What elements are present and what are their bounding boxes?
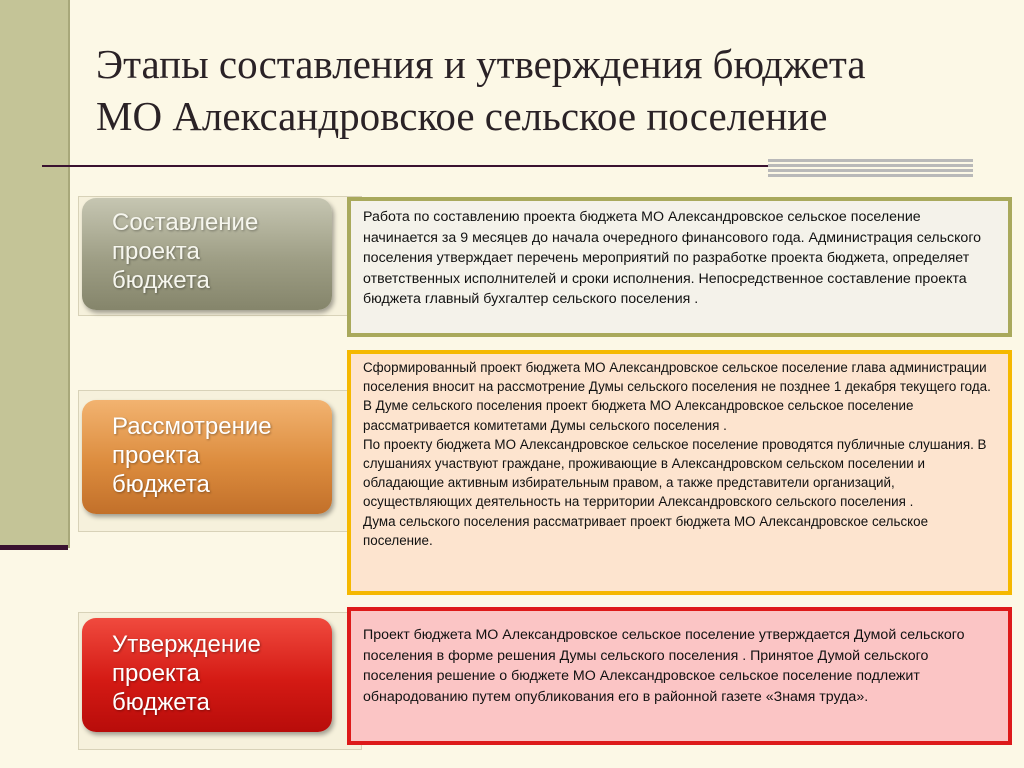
- stage-3-label-line-3: бюджета: [112, 689, 210, 716]
- stage-2-paragraph-4: Дума сельского поселения рассматривает проект бюджета МО Александровское сельское поселение.: [363, 513, 929, 548]
- stage-2-paragraph-2: В Думе сельского поселения проект бюджета МО Александровское сельское поселение рассматривается комитетами Думы сельского поселения .: [363, 398, 914, 433]
- stage-1-label-line-3: бюджета: [112, 267, 210, 294]
- stage-3-label-line-1: Утверждение: [112, 631, 261, 658]
- stage-1-label-line-2: проекта: [112, 238, 200, 265]
- stage-2-description: [347, 350, 1012, 595]
- left-decor-band-foot: [0, 545, 68, 550]
- page-title: [96, 38, 996, 142]
- title-divider-stripes: [768, 159, 973, 179]
- stage-2-label-line-3: бюджета: [112, 471, 210, 498]
- stage-2-button[interactable]: [82, 400, 332, 514]
- left-decor-band: [0, 0, 70, 548]
- stage-1-paragraph-1: Работа по составлению проекта бюджета МО Александровское сельское поселение начинается за 9 месяцев до начала очередного финансового года. Администрация сельского поселения утверждает перечень мероприятий по разработке проекта бюджета, определяет ответственных исполнителей и сроки исполнения. Непосредственное составление проекта бюджета главный бухгалтер сельского поселения .: [363, 209, 982, 307]
- stage-1-description: [347, 197, 1012, 337]
- stage-2-paragraph-1: Сформированный проект бюджета МО Александровское сельское поселение глава администрации поселения вносит на рассмотрение Думы сельского поселения не позднее 1 декабря текущего года.: [363, 360, 991, 395]
- stage-1-label-line-1: Составление: [112, 209, 259, 236]
- stage-2-label-line-1: Рассмотрение: [112, 413, 272, 440]
- page-title-line-2: МО Александровское сельское поселение: [96, 93, 828, 139]
- stage-2-label-line-2: проекта: [112, 442, 200, 469]
- stage-3-button[interactable]: [82, 618, 332, 732]
- stage-3-paragraph-1: Проект бюджета МО Александровское сельское поселение утверждается Думой сельского поселения в форме решения Думы сельского поселения . Принятое Думой сельского поселения решение о бюджете МО Александровское сельское поселение подлежит обнародованию путем опубликования его в районной газете «Знамя труда».: [363, 627, 965, 705]
- stage-1-button[interactable]: [82, 198, 332, 310]
- stage-2-paragraph-3: По проекту бюджета МО Александровское сельское поселение проводятся публичные слушания. В слушаниях участвуют граждане, проживающие в Александровском сельском поселении и обладающие активным избирательным правом, а также представители организаций, осуществляющих деятельность на территории Александровского сельского поселения .: [363, 436, 987, 510]
- stage-3-description: [347, 607, 1012, 745]
- page-title-line-1: Этапы составления и утверждения бюджета: [96, 41, 866, 87]
- stage-3-label-line-2: проекта: [112, 660, 200, 687]
